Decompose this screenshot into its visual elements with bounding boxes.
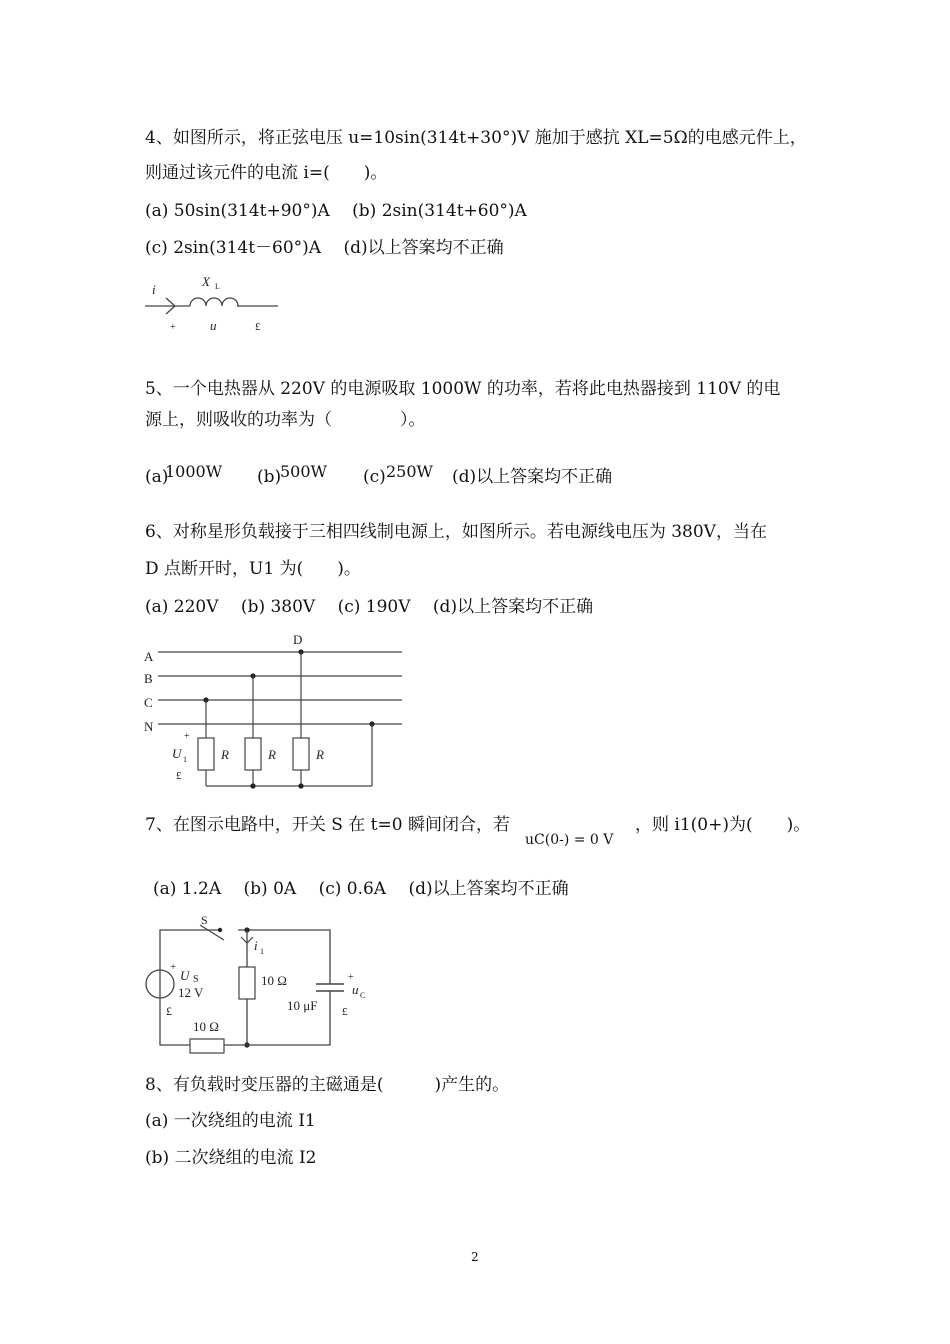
svg-text:10 Ω: 10 Ω — [261, 973, 287, 988]
svg-text:S: S — [201, 913, 208, 927]
svg-text:£: £ — [166, 1004, 172, 1018]
page-number: 2 — [471, 1250, 479, 1264]
svg-text:10 Ω: 10 Ω — [193, 1019, 219, 1034]
q8-option-b: (b) 二次绕组的电流 I2 — [145, 1148, 317, 1168]
svg-text:U: U — [180, 968, 190, 983]
svg-text:U: U — [172, 746, 182, 761]
q4-voltage-label: u — [210, 318, 217, 333]
svg-text:N: N — [144, 719, 154, 734]
q7-line1: 7、在图示电路中，开关 S 在 t=0 瞬间闭合，若 — [145, 815, 510, 835]
q4-line2: 则通过该元件的电流 i=( )。 — [145, 163, 388, 183]
svg-text:R: R — [221, 747, 229, 762]
svg-text:D: D — [293, 632, 303, 647]
svg-text:S: S — [193, 974, 199, 985]
svg-text:u: u — [352, 982, 359, 997]
svg-text:C: C — [144, 695, 153, 710]
svg-text:i: i — [254, 938, 258, 953]
q4-current-label: i — [152, 282, 156, 297]
q5-line1: 5、一个电热器从 220V 的电源吸取 1000W 的功率，若将此电热器接到 110V 的电 — [145, 379, 781, 399]
svg-text:B: B — [144, 671, 153, 686]
q8-line1: 8、有负载时变压器的主磁通是( )产生的。 — [145, 1075, 510, 1095]
svg-text:+: + — [184, 731, 190, 742]
svg-text:1: 1 — [183, 755, 187, 764]
svg-text:R: R — [316, 747, 324, 762]
q5-opt-c-label: (c) — [363, 467, 386, 487]
svg-text:A: A — [144, 649, 154, 664]
svg-text:L: L — [215, 282, 220, 291]
q5-opt-d: (d)以上答案均不正确 — [452, 467, 613, 487]
svg-text:12 V: 12 V — [178, 985, 204, 1000]
svg-text:£: £ — [342, 1006, 348, 1018]
svg-text:R: R — [268, 747, 276, 762]
svg-text:1: 1 — [260, 947, 264, 956]
svg-text:+: + — [170, 322, 176, 333]
svg-text:£: £ — [255, 321, 261, 333]
svg-text:+: + — [170, 961, 177, 973]
svg-text:10 μF: 10 μF — [287, 998, 318, 1013]
q5-opt-c-value: 250W — [386, 462, 433, 481]
q5-line2: 源上，则吸收的功率为（ ）。 — [145, 410, 426, 430]
q5-opt-a-value: 1000W — [165, 462, 223, 481]
q4-options-ab: (a) 50sin(314t+90°)A (b) 2sin(314t+60°)A — [145, 201, 527, 221]
svg-text:£: £ — [176, 770, 182, 782]
q4-line1: 4、如图所示，将正弦电压 u=10sin(314t+30°)V 施加于感抗 XL=5Ω的电感元件上， — [145, 128, 807, 148]
q6-three-phase-figure — [140, 628, 410, 793]
q4-xl-label: X — [202, 274, 210, 289]
q7-options: (a) 1.2A (b) 0A (c) 0.6A (d)以上答案均不正确 — [153, 879, 569, 899]
svg-text:C: C — [360, 991, 366, 1000]
q4-inductor-figure — [140, 270, 300, 340]
q5-opt-b-label: (b) — [257, 467, 282, 487]
q4-options-cd: (c) 2sin(314t－60°)A (d)以上答案均不正确 — [145, 238, 504, 258]
svg-text:+: + — [348, 972, 354, 983]
q7-rc-circuit-figure — [140, 912, 390, 1057]
q5-opt-a-label: (a) — [145, 467, 169, 487]
q8-option-a: (a) 一次绕组的电流 I1 — [145, 1111, 316, 1131]
q7-condition: uC(0-) = 0 V — [525, 832, 614, 848]
q6-line1: 6、对称星形负载接于三相四线制电源上，如图所示。若电源线电压为 380V，当在 — [145, 522, 767, 542]
q6-line2: D 点断开时，U1 为( )。 — [145, 559, 361, 579]
q6-options: (a) 220V (b) 380V (c) 190V (d)以上答案均不正确 — [145, 597, 594, 617]
q7-line1-end: ，则 i1(0+)为( )。 — [635, 815, 811, 835]
q5-opt-b-value: 500W — [280, 462, 327, 481]
